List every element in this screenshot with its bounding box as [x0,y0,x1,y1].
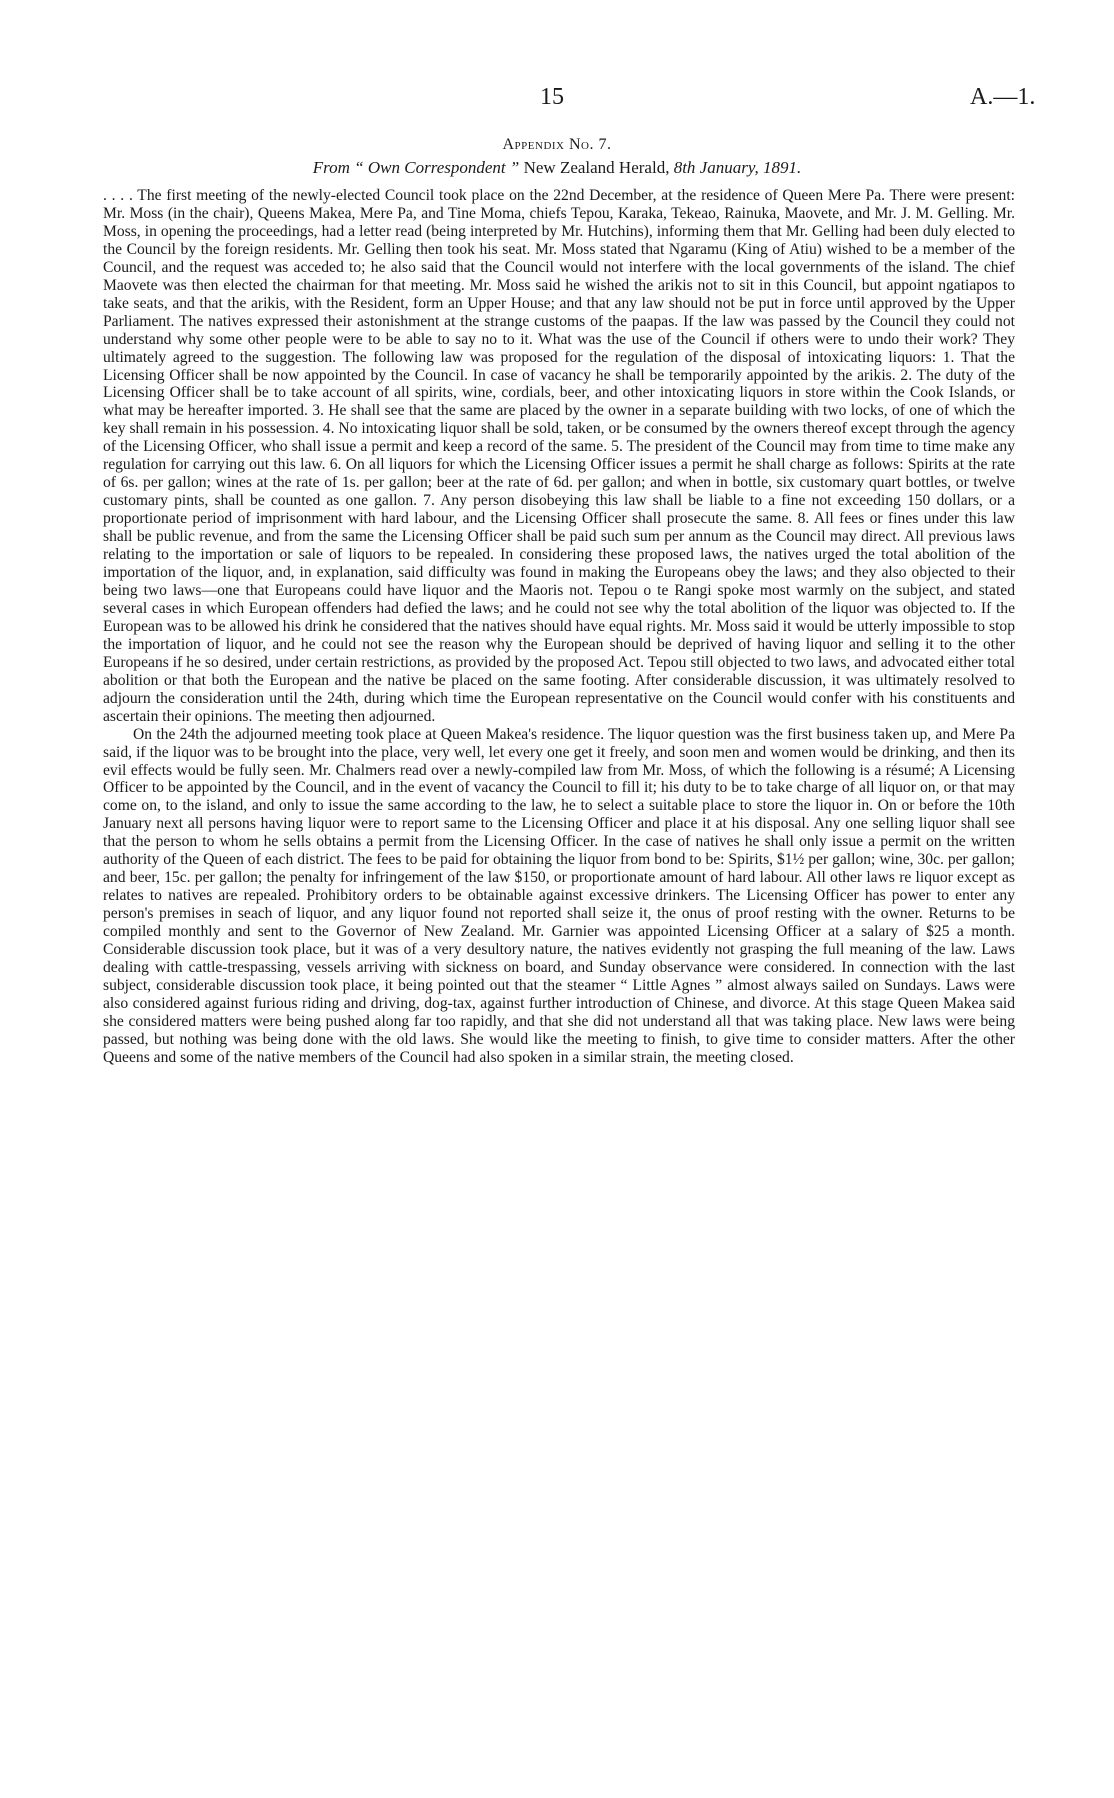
appendix-heading: Appendix No. 7. [502,136,612,153]
paragraph-first-meeting: . . . . The first meeting of the newly-elected Council took place on the 22nd December, at the residence of Queen Mere Pa. There were present: Mr. Moss (in the chair), Queens Makea, Mere Pa, and Tine Moma, chiefs Tepou, Karaka, Tekeao, Rainuka, Maovete, and Mr. J. M. Gelling. Mr. Moss, in opening the proceedings, had a letter read (being interpreted by Mr. Hutchins), informing them that Mr. Gelling had been duly elected to the Council by the foreign residents. Mr. Gelling then took his seat. Mr. Moss stated that Ngaramu (King of Atiu) wished to be a member of the Council, and the request was acceded to; he also said that the Council would not interfere with the local governments of the island. The chief Maovete was then elected the chairman for that meeting. Mr. Moss said he wished the arikis not to sit in this Council, but appoint ngatiapos to take seats, and that the arikis, with the Resident, form an Upper House; and that any law should not be put in force until approved by the Upper Parliament. The natives expressed their astonishment at the strange customs of the paapas. If the law was passed by the Council they could not understand why some other people were to be able to say no to it. What was the use of the Council if others were to undo their work? They ultimately agreed to the suggestion. The following law was proposed for the regulation of the disposal of intoxicating liquors: 1. That the Licensing Officer shall be now appointed by the Council. In case of vacancy he shall be temporarily appointed by the arikis. 2. The duty of the Licensing Officer shall be to take account of all spirits, wine, cordials, beer, and other intoxicating liquors in store within the Cook Islands, or what may be hereafter imported. 3. He shall see that the same are placed by the owner in a separate building with two locks, of one of which the key shall remain in his possession. 4. No intoxicating liquor shall be sold, taken, or be consumed by the owners thereof except through the agency of the Licensing Officer, who shall issue a permit and keep a record of the same. 5. The president of the Council may from time to time make any regulation for carrying out this law. 6. On all liquors for which the Licensing Officer issues a permit he shall charge as follows: Spirits at the rate of 6s. per gallon; wines at the rate of 1s. per gallon; beer at the rate of 6d. per gallon; and when in bottle, six customary quart bottles, or twelve customary pints, shall be counted as one gallon. 7. Any person disobeying this law shall be liable to a fine not exceeding 150 dollars, or a proportionate period of imprisonment with hard labour, and the Licensing Officer shall prosecute the same. 8. All fees or fines under this law shall be public revenue, and from the same the Licensing Officer shall be paid such sum per annum as the Council may direct. All previous laws relating to the importation or sale of liquors to be repealed. In considering these proposed laws, the natives urged the total abolition of the importation of the liquor, and, in explanation, said difficulty was found in making the Europeans obey the laws; and they also objected to their being two laws—one that Europeans could have liquor and the Maoris not. Tepou o te Rangi spoke most warmly on the subject, and stated several cases in which European offenders had defied the laws; and he could not see why the total abolition of the liquor was objected to. If the European was to be allowed his drink he considered that the natives should have equal rights. Mr. Moss said it would be utterly impossible to stop the importation of liquor, and he could not see the reason why the European should be deprived of having liquor and selling it to the other Europeans if he so desired, under certain restrictions, as provided by the proposed Act. Tepou still objected to two laws, and advocated either total abolition or that both the European and the native be placed on the same footing. After considerable discussion, it was ultimately resolved to adjourn the consideration until the 24th, during which time the European representative on the Council would confer with his constituents and ascertain their opinions. The meeting then adjourned. [103,187,1015,725]
page-number: 15 [540,84,564,110]
source-correspondent: “ Own Correspondent ” [354,158,520,177]
document-reference: A.—1. [970,84,1036,110]
paragraph-adjourned-meeting: On the 24th the adjourned meeting took place at Queen Makea's residence. The liquor question was the first business taken up, and Mere Pa said, if the liquor was to be brought into the place, very well, let every one get it freely, and soon men and women would be drinking, and then its evil effects would be fully seen. Mr. Chalmers read over a newly-compiled law from Mr. Moss, of which the following is a résumé; A Licensing Officer to be appointed by the Council, and in the event of vacancy the Council to fill it; his duty to be to take charge of all liquor on, or that may come on, to the island, and only to issue the same according to the law, he to select a suitable place to store the liquor in. On or before the 10th January next all persons having liquor were to report same to the Licensing Officer and place it at his disposal. Any one selling liquor shall see that the person to whom he sells obtains a permit from the Licensing Officer. In the case of natives he shall only issue a permit on the written authority of the Queen of each district. The fees to be paid for obtaining the liquor from bond to be: Spirits, $1½ per gallon; wine, 30c. per gallon; and beer, 15c. per gallon; the penalty for infringement of the law $150, or proportionate amount of hard labour. All other laws re liquor except as relates to natives are repealed. Prohibitory orders to be obtainable against excessive drinkers. The Licensing Officer has power to enter any person's premises in seach of liquor, and any liquor found not reported shall seize it, the onus of proof resting with the owner. Returns to be compiled monthly and sent to the Governor of New Zealand. Mr. Garnier was appointed Licensing Officer at a salary of $25 a month. Considerable discussion took place, but it was of a very desultory nature, the natives evidently not grasping the full meaning of the law. Laws dealing with cattle-trespassing, vessels arriving with sickness on board, and Sunday observance were considered. In connection with the last subject, considerable discussion took place, it being pointed out that the steamer “ Little Agnes ” almost always sailed on Sundays. Laws were also considered against furious riding and driving, dog-tax, against further introduction of Chinese, and divorce. At this stage Queen Makea said she considered matters were being pushed along far too rapidly, and that she did not understand all that was taking place. New laws were being passed, but nothing was being done with the old laws. She would like the meeting to finish, to give time to consider matters. After the other Queens and some of the native members of the Council had also spoken in a similar strain, the meeting closed. [103,725,1015,1066]
source-date: 8th January, 1891. [673,158,802,177]
source-from: From [312,158,350,177]
source-paper: New Zealand Herald, [519,158,674,177]
source-citation [0,158,1114,178]
article-body [103,187,1015,1067]
